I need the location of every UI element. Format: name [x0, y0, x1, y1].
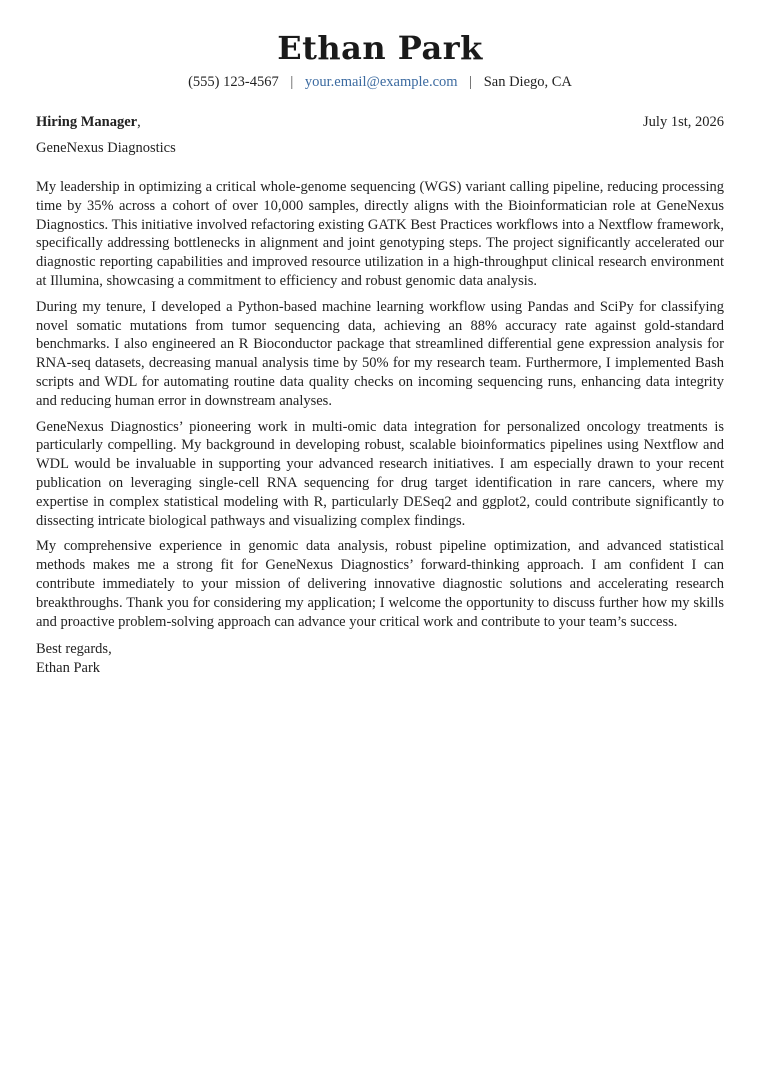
recipient-title-comma: ,	[137, 114, 141, 130]
recipient-title	[36, 112, 141, 132]
contact-line	[36, 72, 724, 92]
contact-separator: |	[469, 74, 473, 90]
company-name: GeneNexus Diagnostics	[36, 140, 176, 156]
body-paragraph-3: GeneNexus Diagnostics’ pioneering work in multi-omic data integration for personalized oncology treatments is particularly compelling. My background in developing robust, scalable bioinformatics pipelines using Nextflow and WDL would be invaluable in supporting your advanced research initiatives. I am especially drawn to your recent publication on leveraging single-cell RNA sequencing for drug target identification in rare cancers, where my expertise in complex statistical modeling with R, particularly DESeq2 and ggplot2, could contribute significantly to dissecting intricate biological pathways and visualizing complex findings.	[36, 418, 724, 529]
contact-separator: |	[290, 74, 294, 90]
body-paragraph-2: During my tenure, I developed a Python-based machine learning workflow using Pandas and SciPy for classifying novel somatic mutations from tumor sequencing data, achieving an 88% accuracy rate against gold-standard benchmarks. I also engineered an R Bioconductor package that streamlined differential gene expression analysis for RNA-seq datasets, decreasing manual analysis time by 50% for my research team. Furthermore, I implemented Bash scripts and WDL for automating routine data quality checks on incoming sequencing runs, enhancing data integrity and reducing human error in downstream analyses.	[36, 298, 724, 409]
email-link[interactable]: your.email@example.com	[304, 74, 458, 90]
body-paragraph-1: My leadership in optimizing a critical whole-genome sequencing (WGS) variant calling pipeline, reducing processing time by 35% across a cohort of over 10,000 samples, directly aligns with the Bioinformatician role at GeneNexus Diagnostics. This initiative involved refactoring existing GATK Best Practices workflows into a Nextflow framework, specifically addressing bottlenecks in alignment and joint genotyping steps. The project significantly accelerated our diagnostic reporting capabilities and improved resource utilization in a high-throughput clinical research environment at Illumina, showcasing a commitment to efficiency and robust genomic data analysis.	[36, 179, 724, 289]
body-paragraph-4: My comprehensive experience in genomic data analysis, robust pipeline optimization, and advanced statistical methods makes me a strong fit for GeneNexus Diagnostics’ forward-thinking approach. I am confident I can contribute immediately to your mission of delivering innovative diagnostic solutions and accelerating research breakthroughs. Thank you for considering my application; I welcome the opportunity to discuss further how my skills and proactive problem-solving approach can advance your critical work and contribute to your team’s success.	[36, 538, 724, 630]
letter-body	[36, 178, 724, 631]
closing-salutation: Best regards,	[36, 641, 112, 658]
closing-block	[36, 640, 724, 678]
phone-number: (555) 123-4567	[188, 74, 279, 90]
recipient-row	[36, 112, 724, 132]
location: San Diego, CA	[483, 74, 572, 90]
recipient-title-text: Hiring Manager	[36, 114, 138, 130]
closing-signature: Ethan Park	[36, 660, 101, 677]
letter-date: July 1st, 2026	[643, 114, 724, 130]
applicant-name: Ethan Park	[277, 29, 483, 67]
